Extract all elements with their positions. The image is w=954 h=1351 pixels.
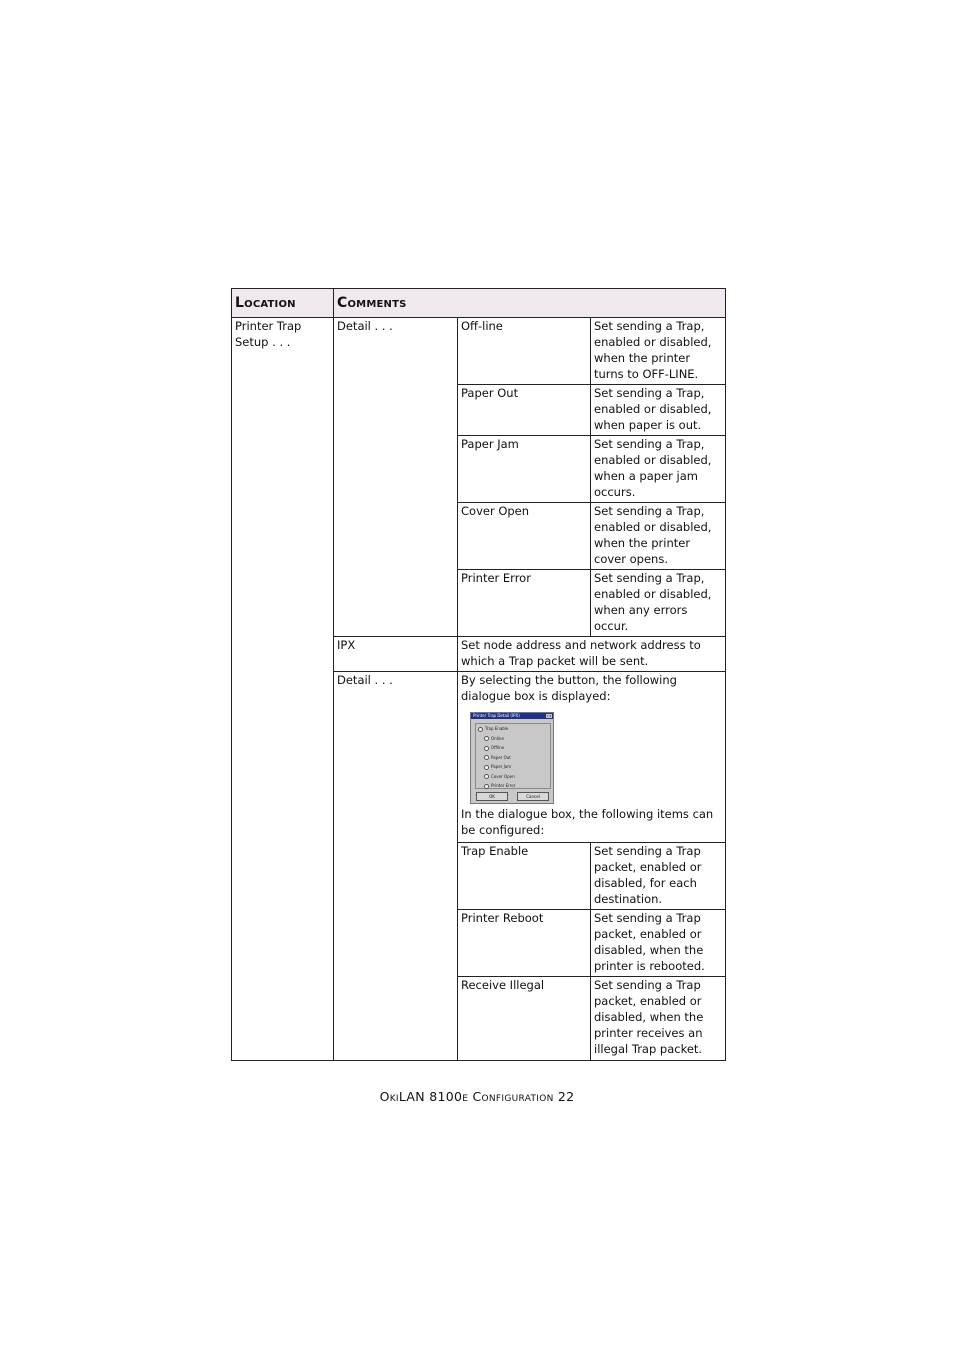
close-icon: ? X xyxy=(546,714,552,718)
item-desc xyxy=(591,318,726,385)
item-desc xyxy=(591,385,726,436)
item-name xyxy=(458,570,591,637)
dialog-option-label: Printer Error xyxy=(491,783,516,788)
ipx-desc-text: Set node address and network address to which a Trap packet will be sent. xyxy=(461,638,701,668)
item-name xyxy=(458,318,591,385)
item-name xyxy=(458,977,591,1061)
item-desc-text: Set sending a Trap, enabled or disabled, when the printer turns to OFF-LINE. xyxy=(594,319,712,381)
detail2-intro-cell xyxy=(458,672,726,843)
dialog-option-label: Paper Out xyxy=(491,754,511,760)
dialog-option xyxy=(476,781,550,791)
detail2-after: In the dialogue box, the following items can be configured: xyxy=(461,807,714,837)
item-name-text: Trap Enable xyxy=(461,844,529,858)
table-row xyxy=(232,318,726,385)
dialog-option xyxy=(476,772,550,782)
item-name-text: Paper Out xyxy=(461,386,519,400)
page-footer: OkiLAN 8100e Configuration 22 xyxy=(379,1089,575,1104)
item-desc xyxy=(591,570,726,637)
dialog-options-group xyxy=(475,723,551,789)
ipx-label-text: IPX xyxy=(337,638,356,652)
detail2-label xyxy=(334,672,458,1061)
ipx-desc xyxy=(458,637,726,672)
radio-icon xyxy=(484,736,489,741)
item-name-text: Off-line xyxy=(461,319,503,333)
detail1-label xyxy=(334,318,458,637)
item-desc-text: Set sending a Trap, enabled or disabled, when the printer cover opens. xyxy=(594,504,712,566)
item-name-text: Cover Open xyxy=(461,504,530,518)
trap-detail-dialog-image xyxy=(470,712,554,804)
header-location: Location xyxy=(232,289,334,318)
item-name xyxy=(458,503,591,570)
dialog-option xyxy=(476,743,550,753)
item-name-text: Printer Error xyxy=(461,571,531,585)
configuration-table xyxy=(231,288,726,1061)
item-name xyxy=(458,385,591,436)
item-desc xyxy=(591,436,726,503)
table-header-row xyxy=(232,289,726,318)
item-name-text: Paper Jam xyxy=(461,437,519,451)
dialog-option-label: Cover Open xyxy=(491,773,515,779)
item-desc-text: Set sending a Trap, enabled or disabled, when paper is out. xyxy=(594,386,712,432)
item-desc xyxy=(591,843,726,910)
item-desc-text: Set sending a Trap packet, enabled or disabled, when the printer receives an illegal Trap packet. xyxy=(594,978,704,1056)
item-desc-text: Set sending a Trap, enabled or disabled, when any errors occur. xyxy=(594,571,712,633)
dialog-option-label: Offline xyxy=(491,745,505,750)
dialog-cancel-button: Cancel xyxy=(517,792,549,801)
dialog-title: Printer Trap Detail (IPX) xyxy=(473,713,520,718)
radio-icon xyxy=(484,755,489,760)
dialog-option-label: Trap Enable xyxy=(485,726,509,731)
dialog-option-label: Online xyxy=(491,735,504,741)
radio-icon xyxy=(484,774,489,779)
dialog-option xyxy=(476,753,550,763)
dialog-title-bar xyxy=(471,713,553,719)
detail2-label-text: Detail . . . xyxy=(337,673,393,687)
item-name-text: Receive Illegal xyxy=(461,978,545,992)
dialog-option-label: Paper Jam xyxy=(491,764,512,769)
dialog-option xyxy=(476,734,550,744)
item-name xyxy=(458,436,591,503)
location-cell xyxy=(232,318,334,1061)
location-text: Printer Trap Setup . . . xyxy=(235,319,302,349)
item-name xyxy=(458,843,591,910)
header-comments: Comments xyxy=(334,289,726,318)
item-desc xyxy=(591,977,726,1061)
radio-icon xyxy=(484,746,489,751)
item-name xyxy=(458,910,591,977)
dialog-ok-button: OK xyxy=(476,792,508,801)
radio-icon xyxy=(484,784,489,789)
item-desc-text: Set sending a Trap packet, enabled or disabled, for each destination. xyxy=(594,844,702,906)
detail1-label-text: Detail . . . xyxy=(337,319,393,333)
radio-icon xyxy=(484,765,489,770)
item-desc xyxy=(591,503,726,570)
item-name-text: Printer Reboot xyxy=(461,911,544,925)
dialog-option xyxy=(476,724,550,734)
item-desc-text: Set sending a Trap, enabled or disabled, when a paper jam occurs. xyxy=(594,437,712,499)
item-desc-text: Set sending a Trap packet, enabled or disabled, when the printer is rebooted. xyxy=(594,911,705,973)
dialog-option xyxy=(476,762,550,772)
ipx-label xyxy=(334,637,458,672)
item-desc xyxy=(591,910,726,977)
detail2-intro: By selecting the button, the following dialogue box is displayed: xyxy=(461,673,677,703)
radio-icon xyxy=(478,727,483,732)
